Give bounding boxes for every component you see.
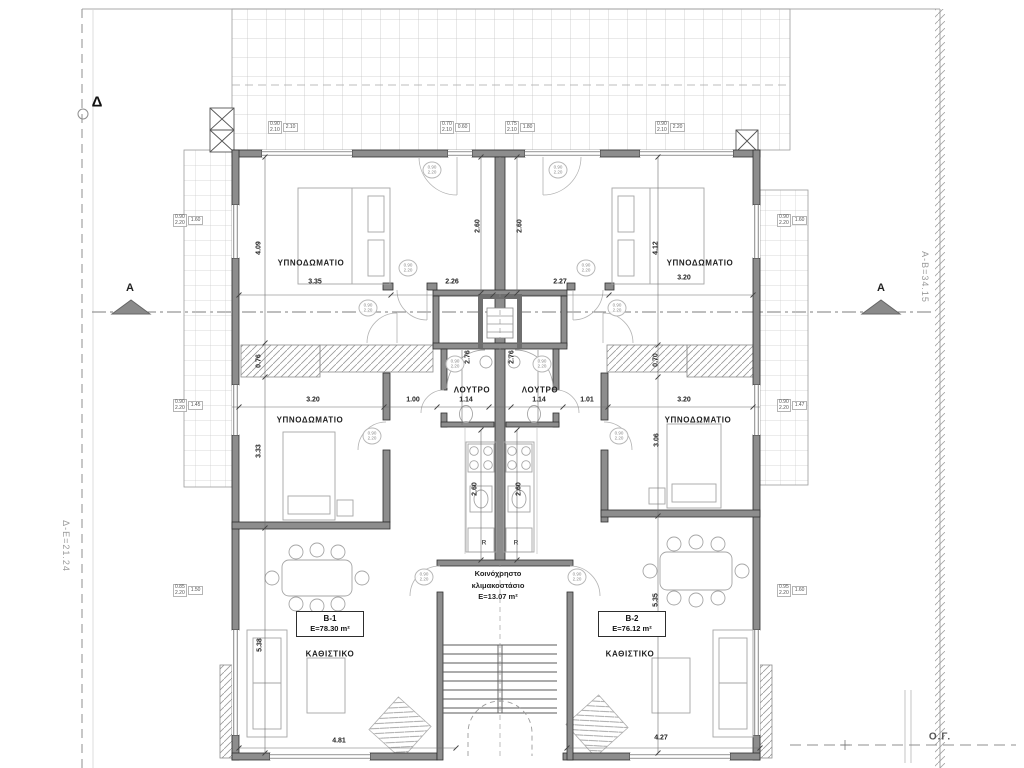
room-label-bedroom-br: ΥΠΝΟΔΩΜΑΤΙΟ (664, 415, 732, 425)
door-tag (610, 428, 629, 445)
dim-shaft-right: 2.60 (516, 219, 524, 233)
tag-height: 2.20 (779, 404, 789, 411)
window-tag-size (173, 399, 187, 412)
window-tag-top-1 (268, 121, 298, 134)
unit-b2-name: B-2 (625, 614, 639, 623)
door-tag (533, 356, 552, 373)
tag-width: 0.90 (175, 399, 185, 405)
window-tag-size (777, 584, 791, 597)
dim-mid-left: 2.26 (445, 278, 459, 286)
fridge-label-right: R (513, 539, 519, 547)
tag-width: 0.70 (442, 121, 452, 127)
room-label-bath-right: ΛΟΥΤΡΟ (521, 385, 559, 395)
section-marker-icon (112, 300, 150, 314)
window-tag-size (173, 214, 187, 227)
dim-tr-width: 3.20 (677, 274, 691, 282)
tag-width: 0.90 (367, 430, 377, 436)
dim-closet-right: 0.70 (652, 353, 660, 367)
window-tag-right-1 (777, 214, 807, 227)
fridge-label-left: R (481, 539, 487, 547)
tag-width: 0.90 (572, 571, 582, 577)
dim-bath-right: 1.14 (532, 396, 546, 404)
dim-bl-height: 3.33 (255, 444, 263, 458)
tag-width: 0.90 (581, 262, 591, 268)
bed-bottom-left (283, 432, 353, 520)
unit-b1-area: E=78.30 m² (310, 624, 350, 633)
stairwell-label (472, 568, 525, 603)
tag-width: 0.90 (175, 214, 185, 220)
window-tag-left-1 (173, 214, 203, 227)
tag-width: 0.90 (403, 262, 413, 268)
door-tag (359, 300, 378, 317)
dim-hall-left: 1.00 (406, 396, 420, 404)
dim-tl-width: 3.35 (308, 278, 322, 286)
room-label-bedroom-tl: ΥΠΝΟΔΩΜΑΤΙΟ (277, 258, 345, 268)
dim-living-left-w: 4.81 (332, 737, 346, 745)
dim-living-left-h: 5.38 (256, 638, 264, 652)
dim-bath-h-right: 2.76 (508, 350, 516, 364)
dim-living-right-w: 4.27 (654, 734, 668, 742)
dim-bl-width: 3.20 (306, 396, 320, 404)
door-tag (577, 260, 596, 277)
tag-width: 0.90 (363, 302, 373, 308)
tag-height: 2.20 (175, 589, 185, 596)
section-label-left: A (126, 282, 134, 294)
tag-height: 2.20 (572, 576, 582, 581)
tag-width: 0.90 (270, 121, 280, 127)
tag-span: 1.80 (520, 123, 536, 133)
unit-b2-area: E=76.12 m² (612, 624, 652, 633)
tag-width: 0.90 (537, 358, 547, 364)
unit-b1-name: B-1 (323, 614, 337, 623)
tag-height: 2.20 (537, 363, 547, 368)
door-tag (363, 428, 382, 445)
unit-box-b2 (598, 611, 666, 637)
room-label-bath-left: ΛΟΥΤΡΟ (453, 385, 491, 395)
boundary-marker-icon (78, 109, 88, 119)
window-tag-top-2 (440, 121, 470, 134)
corner-marker-delta: Δ (91, 93, 103, 111)
door-tag (568, 569, 587, 586)
tag-height: 2.20 (175, 219, 185, 226)
dim-bath-h-left: 2.76 (464, 350, 472, 364)
building-line-label: Ο.Γ. (928, 731, 952, 743)
sofa-left (247, 630, 287, 737)
tag-height: 2.10 (270, 126, 280, 133)
section-label-right: A (877, 282, 885, 294)
stairwell-line3: E=13.07 m² (478, 592, 518, 601)
tag-span: 1.60 (188, 216, 204, 226)
tag-height: 2.20 (419, 576, 429, 581)
room-label-living-left: ΚΑΘΙΣΤΙΚΟ (305, 649, 355, 659)
tag-width: 0.90 (614, 430, 624, 436)
door-tag (549, 162, 568, 179)
door-tag (446, 356, 465, 373)
tag-height: 2.20 (612, 307, 622, 312)
dim-tr-height: 4.12 (652, 241, 660, 255)
window-tag-size (777, 214, 791, 227)
right-boundary-label: Α-Β=34.15 (920, 251, 930, 303)
tag-height: 2.10 (442, 126, 452, 133)
tag-height: 2.20 (581, 267, 591, 272)
dim-living-right-h: 5.35 (652, 593, 660, 607)
tag-height: 2.20 (175, 404, 185, 411)
dim-tl-height: 4.09 (255, 241, 263, 255)
dim-closet-left: 0.76 (255, 354, 263, 368)
tag-span: 1.47 (792, 401, 808, 411)
window-tag-size (440, 121, 454, 134)
stairwell-line1: Κοινόχρηστο (474, 569, 522, 578)
tag-span: 1.50 (188, 586, 204, 596)
tag-height: 2.20 (427, 169, 437, 174)
window-tag-size (173, 584, 187, 597)
window-tag-right-3 (777, 584, 807, 597)
tag-span: 1.45 (188, 401, 204, 411)
door-tag (608, 300, 627, 317)
door-tag (423, 162, 442, 179)
window-tag-size (777, 399, 791, 412)
dim-kitchen-right: 2.60 (515, 482, 523, 496)
tag-height: 2.20 (614, 435, 624, 440)
left-boundary-label: Δ-Ε=21.24 (61, 520, 71, 572)
tag-width: 0.90 (779, 399, 789, 405)
dim-hall-right: 1.01 (580, 396, 594, 404)
window-tag-top-4 (655, 121, 685, 134)
tag-height: 2.20 (367, 435, 377, 440)
room-label-bedroom-tr: ΥΠΝΟΔΩΜΑΤΙΟ (666, 258, 734, 268)
tag-width: 0.95 (779, 584, 789, 590)
tag-height: 2.20 (363, 307, 373, 312)
dining-set-left (265, 543, 369, 613)
dim-br-height: 3.06 (653, 433, 661, 447)
window-tag-top-3 (505, 121, 535, 134)
stairwell-line2: κλιμακοστάσιο (471, 580, 525, 590)
room-label-bedroom-bl: ΥΠΝΟΔΩΜΑΤΙΟ (276, 415, 344, 425)
tag-span: 0.60 (455, 123, 471, 133)
tag-height: 2.10 (657, 126, 667, 133)
tag-height: 2.10 (507, 126, 517, 133)
door-tag (415, 569, 434, 586)
tag-width: 0.75 (507, 121, 517, 127)
tag-span: 1.60 (792, 586, 808, 596)
window-tag-size (505, 121, 519, 134)
sofa-right (713, 630, 753, 737)
coffee-table-left (307, 658, 345, 713)
dim-mid-right: 2.27 (553, 278, 567, 286)
kitchen-left (465, 428, 496, 554)
window-tag-size (268, 121, 282, 134)
window-tag-size (655, 121, 669, 134)
tag-width: 0.90 (450, 358, 460, 364)
tag-height: 2.20 (403, 267, 413, 272)
window-tag-left-3 (173, 584, 203, 597)
tag-height: 2.20 (553, 169, 563, 174)
tag-span: 2.20 (670, 123, 686, 133)
tag-span: 2.10 (283, 123, 299, 133)
tag-width: 0.90 (419, 571, 429, 577)
tag-height: 2.20 (779, 219, 789, 226)
tag-span: 1.60 (792, 216, 808, 226)
door-tag (399, 260, 418, 277)
tag-width: 0.90 (657, 121, 667, 127)
tag-width: 0.85 (175, 584, 185, 590)
room-label-living-right: ΚΑΘΙΣΤΙΚΟ (605, 649, 655, 659)
dim-kitchen-left: 2.60 (471, 482, 479, 496)
tag-width: 0.90 (553, 164, 563, 170)
section-marker-icon (862, 300, 900, 314)
bed-top-left (298, 188, 390, 284)
tag-width: 0.90 (612, 302, 622, 308)
dim-br-width: 3.20 (677, 396, 691, 404)
tag-width: 0.90 (779, 214, 789, 220)
tag-width: 0.90 (427, 164, 437, 170)
tag-height: 2.20 (450, 363, 460, 368)
dim-bath-left: 1.14 (459, 396, 473, 404)
unit-box-b1 (296, 611, 364, 637)
tag-height: 2.20 (779, 589, 789, 596)
dim-shaft-left: 2.60 (474, 219, 482, 233)
window-tag-left-2 (173, 399, 203, 412)
window-tag-right-2 (777, 399, 807, 412)
